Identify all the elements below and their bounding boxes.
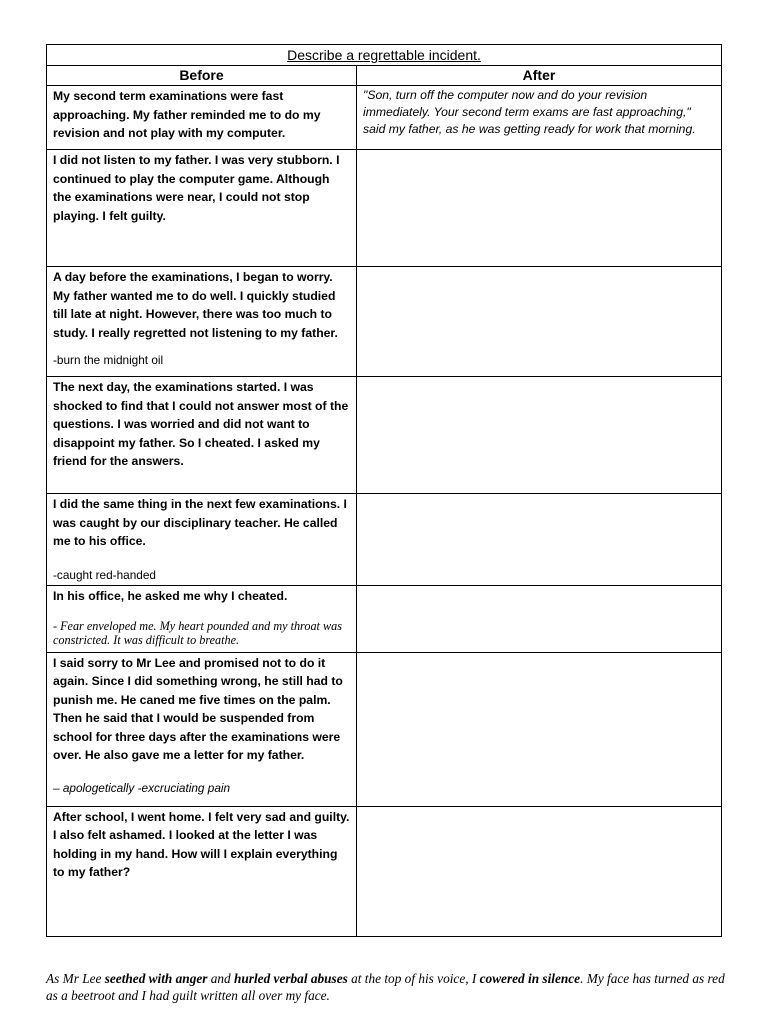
after-cell-4[interactable] (357, 377, 722, 494)
before-text-3: A day before the examinations, I began to worry. My father wanted me to do well. I quickly studied till late at night. However, there was too much to study. I really regretted not listening to my father. (53, 270, 338, 340)
after-cell-7[interactable] (357, 652, 722, 806)
before-text-5: I did the same thing in the next few examinations. I was caught by our disciplinary teacher. He called me to his office. (53, 497, 347, 548)
before-cell-8 (47, 806, 357, 936)
before-cell-5 (47, 494, 357, 586)
after-cell-1[interactable] (357, 86, 722, 150)
before-text-7: I said sorry to Mr Lee and promised not to do it again. Since I did something wrong, he still had to punish me. He caned me five times on the palm. Then he said that I would be suspended from school for three days after the examinations were over. He also gave me a letter for my father. (53, 655, 343, 762)
worksheet-table (46, 44, 722, 937)
worksheet-title-cell (47, 45, 722, 66)
example-part-2: and (207, 971, 235, 986)
after-cell-3[interactable] (357, 267, 722, 377)
before-text-1: My second term examinations were fast approaching. My father reminded me to do my revision and not play with my computer. (53, 89, 321, 140)
before-cell-2 (47, 150, 357, 267)
example-part-1: As Mr Lee (46, 971, 105, 986)
vocab-note-6: - Fear enveloped me. My heart pounded and my throat was constricted. It was difficult to breathe. (53, 619, 342, 647)
vocab-note-7: – apologetically -excruciating pain (53, 780, 231, 795)
before-cell-6 (47, 585, 357, 652)
after-cell-2[interactable] (357, 150, 722, 267)
after-cell-8[interactable] (357, 806, 722, 936)
after-text-1: "Son, turn off the computer now and do your revision immediately. Your second term exams are fast approaching," said my father, as he was getting ready for work that morning. (363, 88, 696, 136)
before-cell-3 (47, 267, 357, 377)
before-text-2: I did not listen to my father. I was very stubborn. I continued to play the computer game. Although the examinations were near, I could not stop playing. I felt guilty. (53, 153, 340, 223)
example-part-4: . My face has turned as red as a beetroot and I had guilt written all over my face. (46, 971, 725, 1003)
after-cell-5[interactable] (357, 494, 722, 586)
header-after: After (357, 66, 722, 86)
before-text-6: In his office, he asked me why I cheated. (53, 588, 288, 603)
vocab-note-3: -burn the midnight oil (53, 353, 164, 367)
example-part-3: at the top of his voice, I (347, 971, 480, 986)
header-before: Before (47, 66, 357, 86)
before-cell-4 (47, 377, 357, 494)
before-text-8: After school, I went home. I felt very sad and guilty. I also felt ashamed. I looked at the letter I was holding in my hand. How will I explain everything to my father? (53, 809, 350, 879)
worksheet-title: Describe a regrettable incident. (287, 47, 481, 63)
example-phrase-2: hurled verbal abuses (234, 971, 348, 986)
example-phrase-1: seethed with anger (104, 971, 208, 986)
after-cell-6[interactable] (357, 585, 722, 652)
example-phrase-3: cowered in silence (479, 971, 581, 986)
vocab-note-5: -caught red-handed (53, 567, 156, 582)
example-paragraph (46, 970, 726, 1004)
before-cell-1 (47, 86, 357, 150)
before-cell-7 (47, 652, 357, 806)
before-text-4: The next day, the examinations started. I was shocked to find that I could not answer most of the questions. I was worried and did not want to disappoint my father. So I cheated. I asked my friend for the answers. (53, 380, 349, 468)
